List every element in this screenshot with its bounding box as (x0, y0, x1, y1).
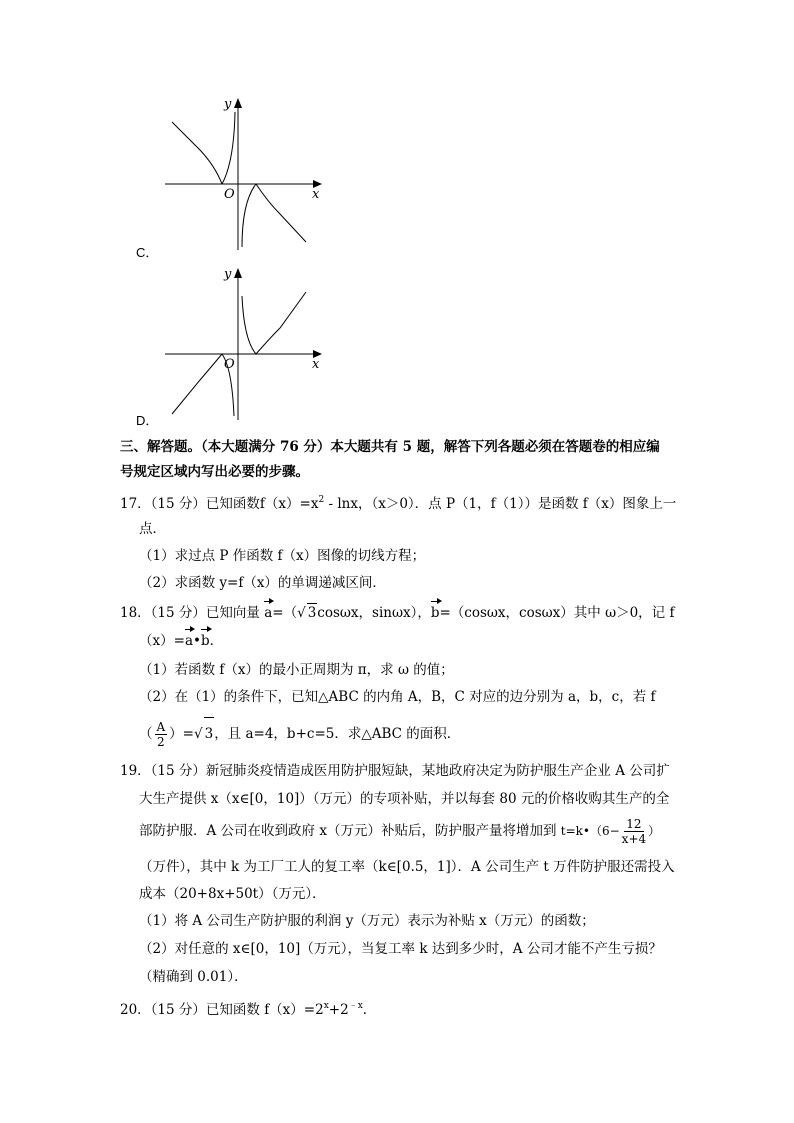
vector-a: a (264, 605, 273, 621)
frac-denominator: x+4 (621, 832, 647, 846)
q20-exp2: ﹣x (348, 1001, 363, 1011)
q18-vec-b-rest: =（cosωx，cosωx）其中 ω＞0，记 f (439, 605, 675, 621)
q18-line2 (139, 632, 223, 650)
q18-paren-open: （ (139, 726, 153, 742)
q17-line1 (120, 491, 676, 513)
y-axis-arrow-icon (234, 98, 242, 108)
q18-period: ． (209, 633, 224, 649)
curve-right-upper (256, 292, 306, 354)
q17-rest: - lnx，（x＞0）．点 P（1，f（1））是函数 f（x）图象上一 (324, 496, 677, 512)
origin-label: O (224, 357, 235, 372)
q17-func: f（x）=x (259, 496, 319, 512)
formula-start: t=k•（6− (560, 824, 620, 838)
y-axis-label: y (224, 97, 232, 112)
curve-right-lower (256, 184, 306, 242)
vector-a-2: a (184, 633, 193, 649)
q19-line2: 大生产提供 x（x∈[0，10]）（万元）的专项补贴，并以每套 80 元的价格收购其生产的全 (139, 791, 670, 807)
section-heading-line2: 号规定区域内写出必要的步骤。 (120, 464, 309, 480)
q19-line1: 19．（15 分）新冠肺炎疫情造成医用防护服短缺，某地政府决定为防护服生产企业 A 公司扩 (120, 763, 670, 779)
frac-numerator: A (156, 720, 166, 734)
q20-plus: +2 (328, 1002, 349, 1018)
vector-b: b (430, 605, 440, 621)
q18-line1 (120, 603, 674, 622)
section-heading-line1: 三、解答题。（本大题满分 76 分）本大题共有 5 题，解答下列各题必须在答题卷的相应编 (120, 439, 660, 455)
q18-line5 (139, 717, 460, 750)
sqrt-sign-icon: √ (193, 726, 203, 742)
origin-label: O (224, 187, 235, 202)
sqrt-sign-icon: √ (297, 605, 306, 621)
curve-right-steep (242, 296, 256, 354)
dot-product: • (193, 633, 201, 649)
formula-end: ） (648, 824, 661, 838)
x-axis-label: x (312, 187, 320, 202)
y-axis-arrow-icon (234, 268, 242, 278)
option-c-label: C． (136, 245, 159, 260)
q18-sub1: （1）若函数 f（x）的最小正周期为 π，求 ω 的值； (139, 662, 454, 678)
q17-sub1: （1）求过点 P 作函数 f（x）图像的切线方程； (139, 548, 426, 564)
frac-denominator: 2 (157, 735, 165, 749)
q19-sub1: （1）将 A 公司生产防护服的利润 y（万元）表示为补贴 x（万元）的函数； (139, 913, 595, 929)
q19-line5: 成本（20+8x+50t）（万元）． (139, 886, 326, 902)
sqrt-arg-2: 3 (204, 717, 215, 750)
q19-sub2: （2）对任意的 x∈[0，10]（万元），当复工率 k 达到多少时，A 公司才能不产生亏损？ (139, 941, 662, 957)
q20-line1 (120, 997, 376, 1019)
q18-vec-a-rest: cosωx，sinωx）， (317, 605, 431, 621)
q17-number: 17．（15 分）已知函数 (120, 496, 260, 512)
curve-left-lower (172, 354, 222, 414)
sqrt-arg: 3 (307, 605, 317, 621)
fraction-12-over-x4 (622, 817, 646, 846)
q19-line3 (139, 814, 660, 848)
x-axis-label: x (312, 357, 320, 372)
q18-eq-a: =（ (272, 605, 298, 621)
option-c-graph (160, 92, 330, 252)
q19-line3-text: 部防护服．A 公司在收到政府 x（万元）补贴后，防护服产量将增加到 (139, 823, 561, 839)
curve-right-steep (242, 184, 256, 247)
q20-end: ． (362, 1002, 377, 1018)
q18-sub2: （2）在（1）的条件下，已知△ABC 的内角 A，B，C 对应的边分别为 a，b，c，若 f (139, 689, 656, 705)
q17-exponent: 2 (318, 495, 325, 505)
q18-intro: 18．（15 分）已知向量 (120, 605, 265, 621)
option-d-label: D． (136, 413, 159, 428)
q17-sub2: （2）求函数 y=f（x）的单调递减区间． (139, 575, 386, 591)
q19-sub2b: （精确到 0.01）． (139, 969, 248, 985)
q18-conditions: ，且 a=4，b+c=5．求△ABC 的面积． (214, 726, 461, 742)
q19-line4: （万件），其中 k 为工厂工人的复工率（k∈[0.5，1]）．A 公司生产 t 万件防护服还需投入 (139, 859, 675, 875)
vector-b-2: b (200, 633, 210, 649)
curve-left-steep (222, 112, 235, 184)
curve-left-upper (172, 122, 222, 184)
q17-line2: 点． (139, 521, 166, 537)
frac-numerator: 12 (626, 817, 642, 831)
fraction-a-over-2 (155, 720, 168, 749)
q18-fx: （x）= (139, 633, 185, 649)
q20-exp1: x (323, 1001, 329, 1011)
y-axis-label: y (224, 267, 232, 282)
option-d-graph (160, 262, 330, 422)
q18-eq: ）= (169, 726, 194, 742)
q20-text: 20．（15 分）已知函数 f（x）=2 (120, 1002, 324, 1018)
